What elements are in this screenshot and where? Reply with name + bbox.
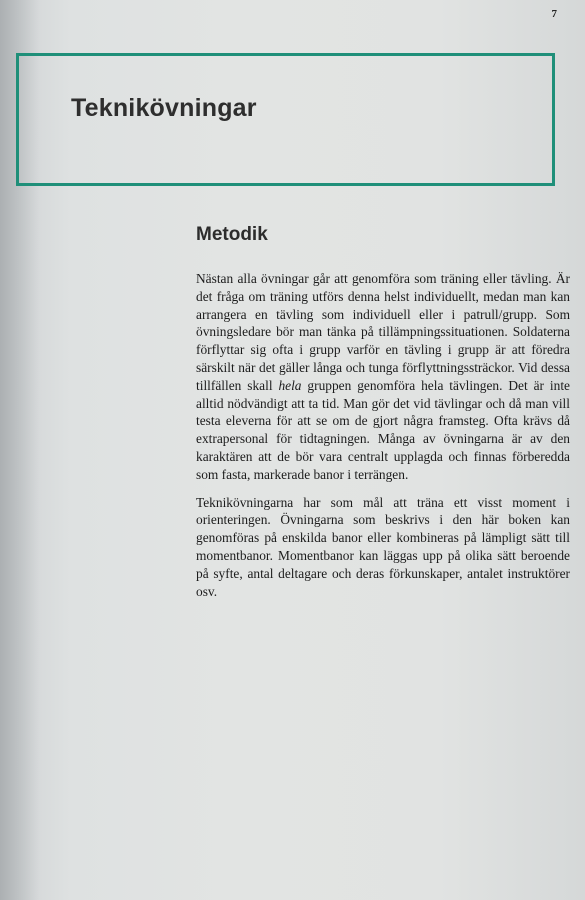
paragraph-1 [196, 270, 570, 484]
chapter-header-frame [16, 53, 555, 186]
paragraph-1-emphasis: hela [278, 377, 302, 393]
paragraph-1-text-b: gruppen genomföra hela tävlingen. Det är inte alltid nödvändigt att ta tid. Man gör det vid tävlingar och då man vill testa eleverna för att se om de gjort några framsteg. Ofta krävs då extrapersonal för tidtagningen. Många av övningarna är av den karaktären att de bör vara centralt upplagda och finnas förberedda som fasta, markerade banor i terrängen. [196, 377, 570, 482]
section-heading: Metodik [196, 224, 268, 245]
paragraph-1-text-a: Nästan alla övningar går att genomföra som träning eller tävling. Är det fråga om träning utförs denna helst individuellt, medan man kan arrangera en tävling som individuell eller i patrull/grupp. Som övningsledare bör man tänka på tillämpningssituationen. Soldaterna förflyttar sig ofta i grupp varför en tävling i grupp är att föredra särskilt när det gäller långa och tunga förflyttningssträckor. Vid dessa tillfällen skall [196, 271, 570, 393]
paragraph-2: Teknikövningarna har som mål att träna ett visst moment i orienteringen. Övningarna som beskrivs i den här boken kan genomföras på enskilda banor eller kombineras på lämpligt sätt till momentbanor. Momentbanor kan läggas upp på olika sätt beroende på syfte, antal deltagare och deras förkunskaper, antalet instruktörer osv. [196, 494, 570, 599]
chapter-title: Teknikövningar [71, 94, 257, 122]
main-content [196, 224, 570, 610]
page-number: 7 [551, 8, 557, 20]
